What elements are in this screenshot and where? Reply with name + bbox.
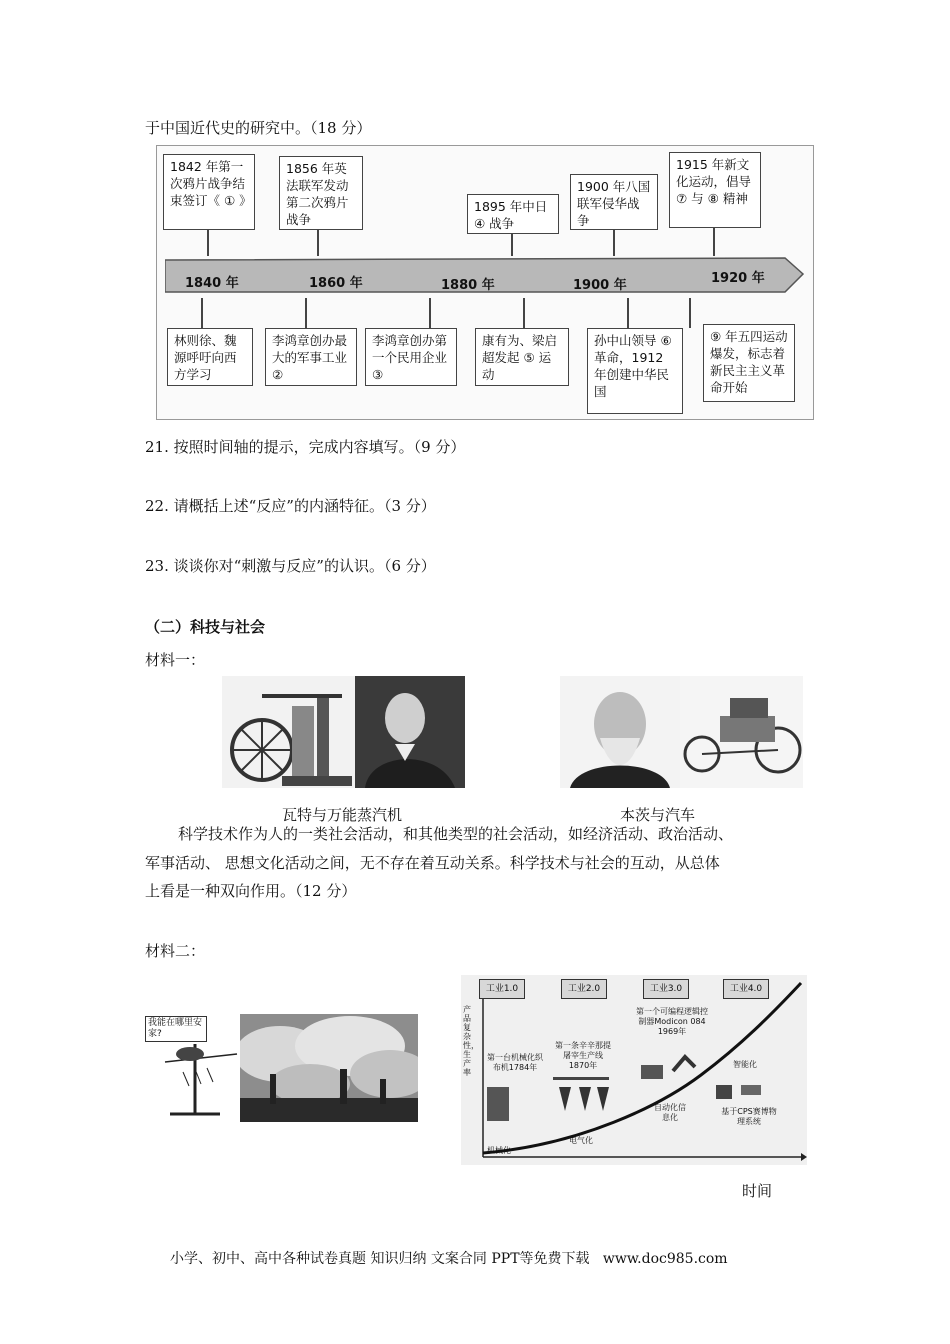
paragraph-line: 军事活动、 思想文化活动之间，无不存在着互动关系。科学技术与社会的互动，从总体 [145, 854, 720, 872]
chart-note: 电气化 [569, 1136, 593, 1145]
material2-label: 材料二： [145, 942, 206, 960]
question-23: 23. 谈谈你对“刺激与反应”的认识。（6 分） [145, 557, 436, 575]
timeline-tick [523, 298, 525, 328]
timeline-bottom-box: 李鸿章创办第一个民用企业 ③ [365, 328, 457, 386]
chart-y-label: 产品复杂性，生产率 [463, 1005, 479, 1077]
timeline-top-box: 1915 年新文化运动，倡导 ⑦ 与 ⑧ 精神 [669, 152, 761, 228]
smoke-icon [240, 1014, 418, 1122]
portrait-icon [560, 676, 680, 788]
bird-cartoon [145, 1014, 240, 1122]
chart-stage-tag: 工业4.0 [723, 979, 769, 999]
chart-x-label: 时间 [742, 1182, 773, 1200]
timeline-tick [511, 234, 513, 256]
section-title: （二）科技与社会 [145, 618, 266, 636]
portrait-icon [355, 676, 465, 788]
industry-chart [461, 975, 807, 1165]
chart-stage-tag: 工业1.0 [479, 979, 525, 999]
chart-note: 基于CPS赛博物理系统 [721, 1107, 777, 1126]
timeline-tick [627, 298, 629, 328]
chart-note: 第一条辛辛那提屠宰生产线1870年 [555, 1041, 611, 1070]
benz-portrait [560, 676, 680, 788]
benz-car-photo [680, 676, 803, 788]
material1-label: 材料一： [145, 651, 206, 669]
year-label: 1920 年 [711, 271, 765, 286]
chart-note: 自动化信息化 [654, 1103, 686, 1122]
steam-engine-photo [222, 676, 355, 788]
timeline-tick [305, 298, 307, 328]
timeline-figure [156, 145, 814, 420]
timeline-tick [207, 230, 209, 256]
question-21: 21. 按照时间轴的提示，完成内容填写。（9 分） [145, 438, 466, 456]
paragraph-line: 科学技术作为人的一类社会活动，和其他类型的社会活动，如经济活动、政治活动、 [178, 825, 734, 843]
timeline-tick [429, 298, 431, 328]
timeline-tick [201, 298, 203, 328]
car-icon [680, 676, 803, 788]
chart-note: 智能化 [733, 1060, 757, 1069]
watt-portrait [355, 676, 465, 788]
timeline-tick [689, 298, 691, 328]
timeline-top-box: 1856 年英法联军发动第二次鸦片战争 [279, 156, 363, 230]
question-22: 22. 请概括上述“反应”的内涵特征。（3 分） [145, 497, 436, 515]
timeline-top-box: 1842 年第一次鸦片战争结束签订《 ① 》 [163, 154, 255, 230]
intro-line: 于中国近代史的研究中。（18 分） [145, 119, 372, 137]
timeline-top-box: 1895 年中日 ④ 战争 [467, 194, 559, 234]
timeline-top-box: 1900 年八国联军侵华战争 [570, 174, 658, 230]
caption-watt: 瓦特与万能蒸汽机 [282, 806, 403, 824]
year-label: 1900 年 [573, 278, 627, 293]
caption-benz: 本茨与汽车 [620, 806, 696, 824]
steam-engine-icon [222, 676, 355, 788]
chart-note: 第一台机械化织布机1784年 [487, 1053, 543, 1072]
timeline-bottom-box: 孙中山领导 ⑥ 革命，1912 年创建中华民国 [587, 328, 683, 414]
timeline-bottom-box: 林则徐、魏源呼吁向西方学习 [167, 328, 253, 386]
chart-note: 第一个可编程逻辑控制器Modicon 084 1969年 [636, 1007, 708, 1036]
year-label: 1860 年 [309, 276, 363, 291]
timeline-tick [317, 230, 319, 256]
timeline-bottom-box: 康有为、梁启超发起 ⑤ 运动 [475, 328, 569, 386]
paragraph-line: 上看是一种双向作用。（12 分） [145, 882, 357, 900]
timeline-tick [713, 228, 715, 256]
year-label: 1840 年 [185, 276, 239, 291]
footer-text: 小学、初中、高中各种试卷真题 知识归纳 文案合同 PPT等免费下载 www.doc985.com [170, 1251, 728, 1267]
speech-bubble: 我能在哪里安家? [145, 1016, 207, 1042]
chart-stage-tag: 工业3.0 [643, 979, 689, 999]
chart-stage-tag: 工业2.0 [561, 979, 607, 999]
chart-note: 机械化 [487, 1146, 511, 1155]
timeline-tick [613, 230, 615, 256]
year-label: 1880 年 [441, 278, 495, 293]
timeline-bottom-box: ⑨ 年五四运动爆发，标志着新民主主义革命开始 [703, 324, 795, 402]
timeline-bottom-box: 李鸿章创办最大的军事工业 ② [265, 328, 357, 386]
pollution-photo [240, 1014, 418, 1122]
